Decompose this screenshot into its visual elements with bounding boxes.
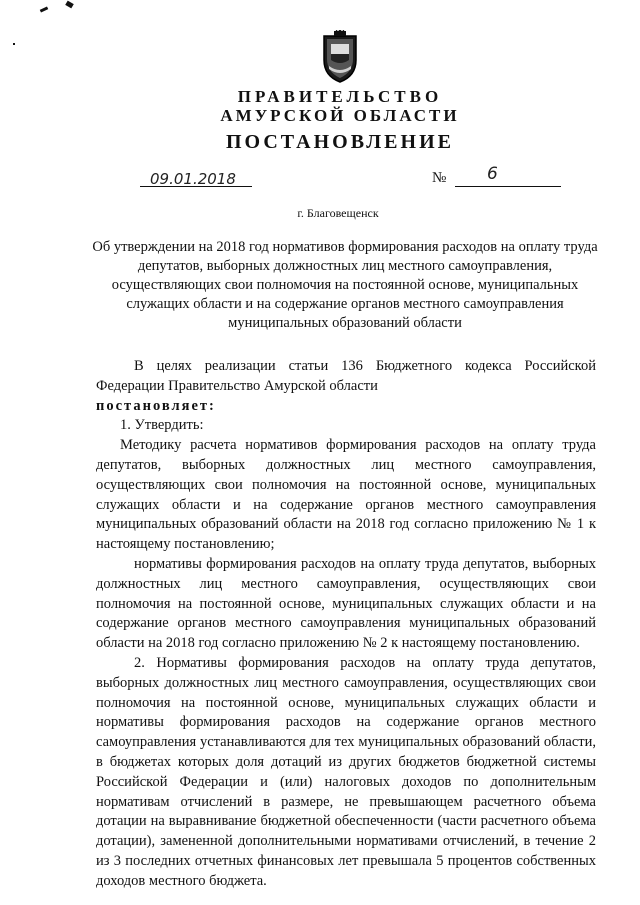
document-body [96, 357, 596, 892]
city: г. Благовещенск [297, 206, 379, 220]
document-subject: Об утверждении на 2018 год нормативов формирования расходов на оплату труда депутатов, выборных должностных лиц местного самоуправления, осуществляющих свои полномочия на постоянной основе, муниципальных служащих области и на содержание органов местного самоуправления муниципальных образований области [92, 239, 598, 331]
document-type-title: ПОСТАНОВЛЕНИЕ [226, 131, 454, 153]
document-number: 6 [487, 164, 498, 184]
item-1-norms: нормативы формирования расходов на оплату труда депутатов, выборных должностных лиц местного самоуправления, осуществляющих свои полномочия на постоянной основе, муниципальных служащих области и на содержание органов местного самоуправления муниципальных образований области на 2018 год согласно приложению № 2 к настоящему постановлению. [96, 555, 596, 652]
intro-paragraph: В целях реализации статьи 136 Бюджетного кодекса Российской Федерации Правительство Амурской области [96, 358, 596, 394]
number-underline [455, 186, 561, 187]
decree-word: постановляет: [96, 397, 216, 414]
document-date: 09.01.2018 [150, 170, 236, 188]
scan-mark [65, 1, 74, 9]
government-title: ПРАВИТЕЛЬСТВО [237, 87, 443, 106]
region-title: АМУРСКОЙ ОБЛАСТИ [220, 106, 460, 125]
scan-mark [40, 6, 49, 12]
item-1-heading: 1. Утвердить: [120, 417, 204, 434]
item-2-paragraph: 2. Нормативы формирования расходов на оплату труда депутатов, выборных должностных лиц местного самоуправления, осуществляющих свои полномочия на постоянной основе, муниципальных служащих области и нормативы формирования расходов на содержание органов местного самоуправления устанавливаются для тех муниципальных образований области, в бюджетах которых доля дотаций из других бюджетов бюджетной системы Российской Федерации и (или) налоговых доходов по дополнительным нормативам отчислений в размере, не превышающем расчетного объема дотации на выравнивание бюджетной обеспеченности (части расчетного объема дотации), замененной дополнительными нормативами отчислений, в течение 2 из 3 последних отчетных финансовых лет превышала 5 процентов собственных доходов местного бюджета. [96, 654, 596, 889]
scan-dot [13, 43, 15, 45]
number-label: № [432, 170, 447, 186]
coat-of-arms-icon [318, 30, 362, 84]
item-1-methodology: Методику расчета нормативов формирования расходов на оплату труда депутатов, выборных должностных лиц местного самоуправления, осуществляющих свои полномочия на постоянной основе, муниципальных служащих области и на содержание органов местного самоуправления муниципальных образований области на 2018 год согласно приложению № 1 к настоящему постановлению; [96, 437, 596, 553]
